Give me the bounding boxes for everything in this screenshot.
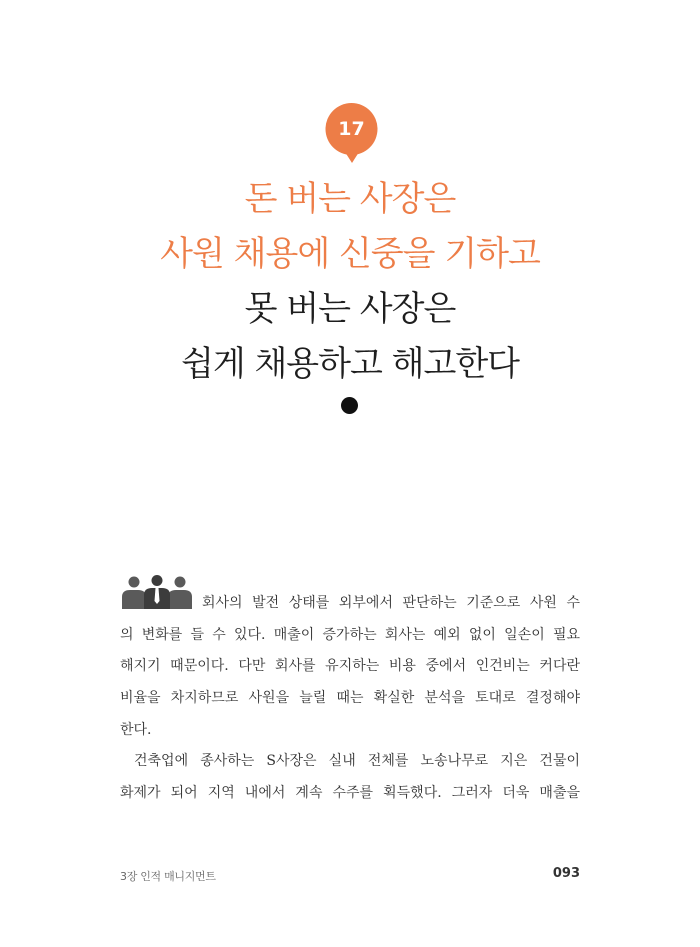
body-line-2: 의 변화를 들 수 있다. 매출이 증가하는 회사는 예외 없이 일손이 필요 xyxy=(120,626,580,643)
footer-chapter: 3장 인적 매니지먼트 xyxy=(120,870,216,883)
title-line-2: 사원 채용에 신중을 기하고 xyxy=(160,234,540,274)
body-line-6: 건축업에 종사하는 S사장은 실내 전체를 노송나무로 지은 건물이 xyxy=(134,753,580,770)
body-line-5: 한다. xyxy=(120,721,152,738)
title-line-3: 못 버는 사장은 xyxy=(244,289,456,329)
body-line-7: 화제가 되어 지역 내에서 계속 수주를 획득했다. 그러자 더욱 매출을 xyxy=(120,785,580,802)
body-line-1: 회사의 발전 상태를 외부에서 판단하는 기준으로 사원 수 xyxy=(202,595,580,611)
divider-dot xyxy=(341,397,358,414)
chapter-title xyxy=(0,172,700,392)
body-line-3: 해지기 때문이다. 다만 회사를 유지하는 비용 중에서 인건비는 커다란 xyxy=(120,658,580,675)
title-line-1: 돈 버는 사장은 xyxy=(244,179,456,219)
body-line-4: 비율을 차지하므로 사원을 늘릴 때는 확실한 분석을 토대로 결정해야 xyxy=(120,690,580,707)
chapter-number: 17 xyxy=(338,118,365,140)
page-number: 093 xyxy=(552,866,580,881)
title-line-4: 쉽게 채용하고 해고한다 xyxy=(180,344,520,384)
chapter-badge xyxy=(323,102,383,162)
body-text xyxy=(120,588,580,810)
